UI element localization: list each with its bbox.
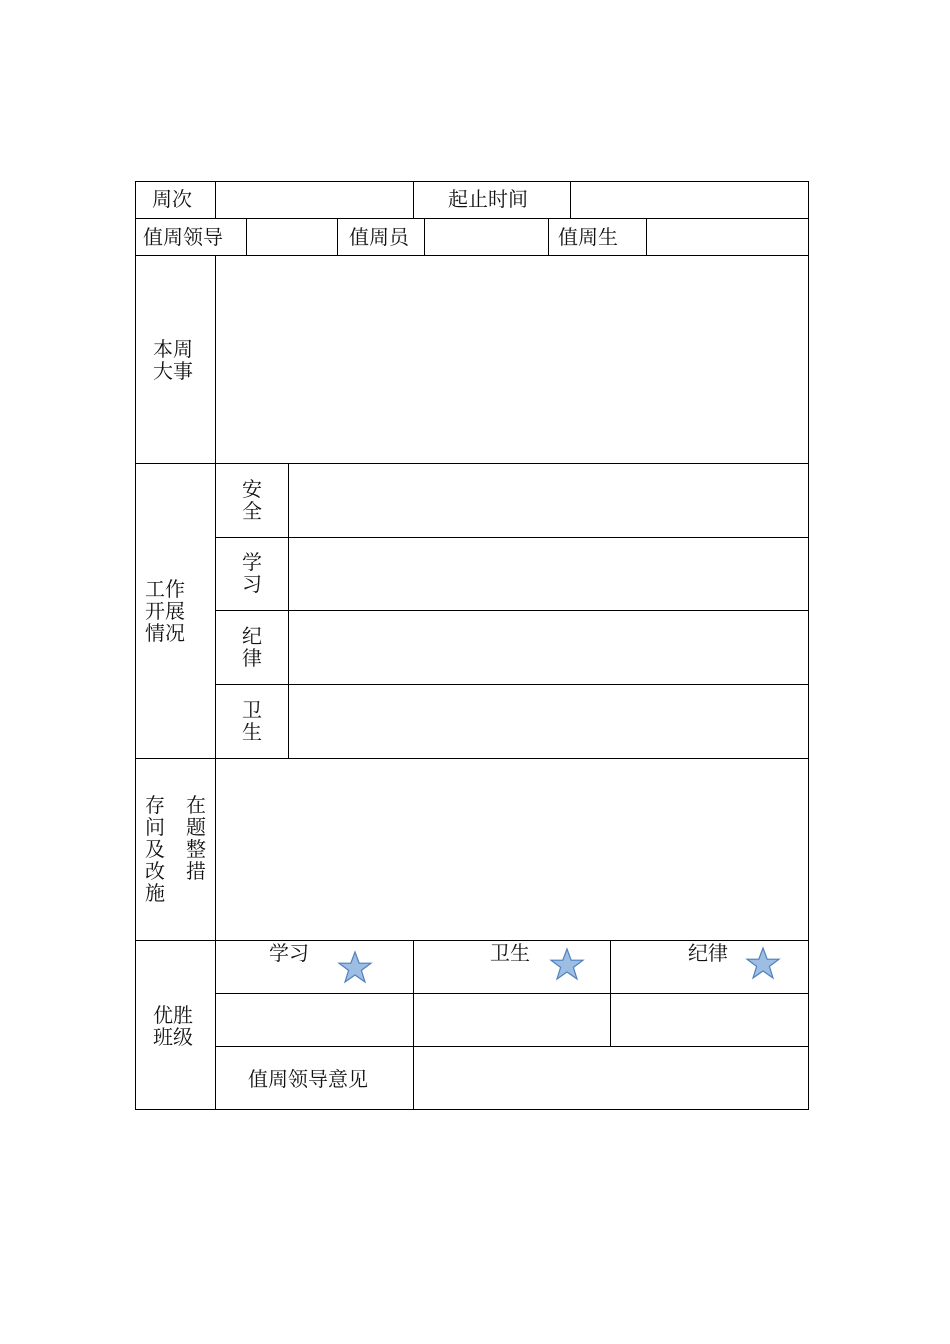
period-label: 起止时间: [448, 187, 528, 211]
duty-teacher-label: 值周员: [349, 225, 409, 249]
excellent-discipline-field[interactable]: [611, 994, 808, 1046]
weekly-events-label-line1: 本周: [153, 337, 193, 361]
work-status-label-line3: 情况: [145, 621, 185, 645]
border-line: [548, 218, 549, 255]
hygiene-field[interactable]: [289, 685, 808, 758]
hygiene-label: 卫生: [242, 698, 262, 744]
border-line: [808, 181, 809, 1110]
excellent-study-field[interactable]: [216, 994, 413, 1046]
weekly-events-field[interactable]: [216, 256, 808, 463]
duty-leader-field[interactable]: [247, 219, 337, 255]
duty-student-field[interactable]: [647, 219, 808, 255]
leader-opinion-label: 值周领导意见: [248, 1067, 368, 1091]
excellent-hygiene-label: 卫生: [490, 941, 530, 965]
discipline-label: 纪律: [242, 624, 262, 670]
excellent-study-label: 学习: [269, 941, 309, 965]
border-line: [413, 181, 414, 218]
star-icon: [337, 950, 373, 986]
work-status-label-line2: 开展: [145, 599, 185, 623]
issues-field[interactable]: [216, 759, 808, 940]
study-field[interactable]: [289, 538, 808, 610]
border-line: [135, 1109, 809, 1110]
safety-field[interactable]: [289, 464, 808, 537]
issues-label-column1: 存问及改施: [145, 793, 165, 905]
excellent-hygiene-field[interactable]: [414, 994, 610, 1046]
study-label: 学习: [242, 550, 262, 596]
discipline-field[interactable]: [289, 611, 808, 684]
period-field[interactable]: [571, 182, 808, 218]
issues-label-column2: 在题整措: [186, 793, 206, 883]
safety-label: 安全: [242, 477, 262, 523]
excellent-class-label-line1: 优胜: [153, 1003, 193, 1027]
week-label: 周次: [152, 187, 192, 211]
excellent-class-label-line2: 班级: [153, 1025, 193, 1049]
star-icon: [745, 946, 781, 982]
duty-student-label: 值周生: [558, 225, 618, 249]
border-line: [337, 218, 338, 255]
week-field[interactable]: [216, 182, 413, 218]
leader-opinion-field[interactable]: [414, 1047, 808, 1109]
duty-teacher-field[interactable]: [425, 219, 548, 255]
weekly-events-label-line2: 大事: [153, 359, 193, 383]
excellent-discipline-label: 纪律: [688, 941, 728, 965]
star-icon: [549, 947, 585, 983]
work-status-label-line1: 工作: [145, 577, 185, 601]
border-line: [135, 181, 136, 1110]
duty-leader-label: 值周领导: [143, 225, 223, 249]
